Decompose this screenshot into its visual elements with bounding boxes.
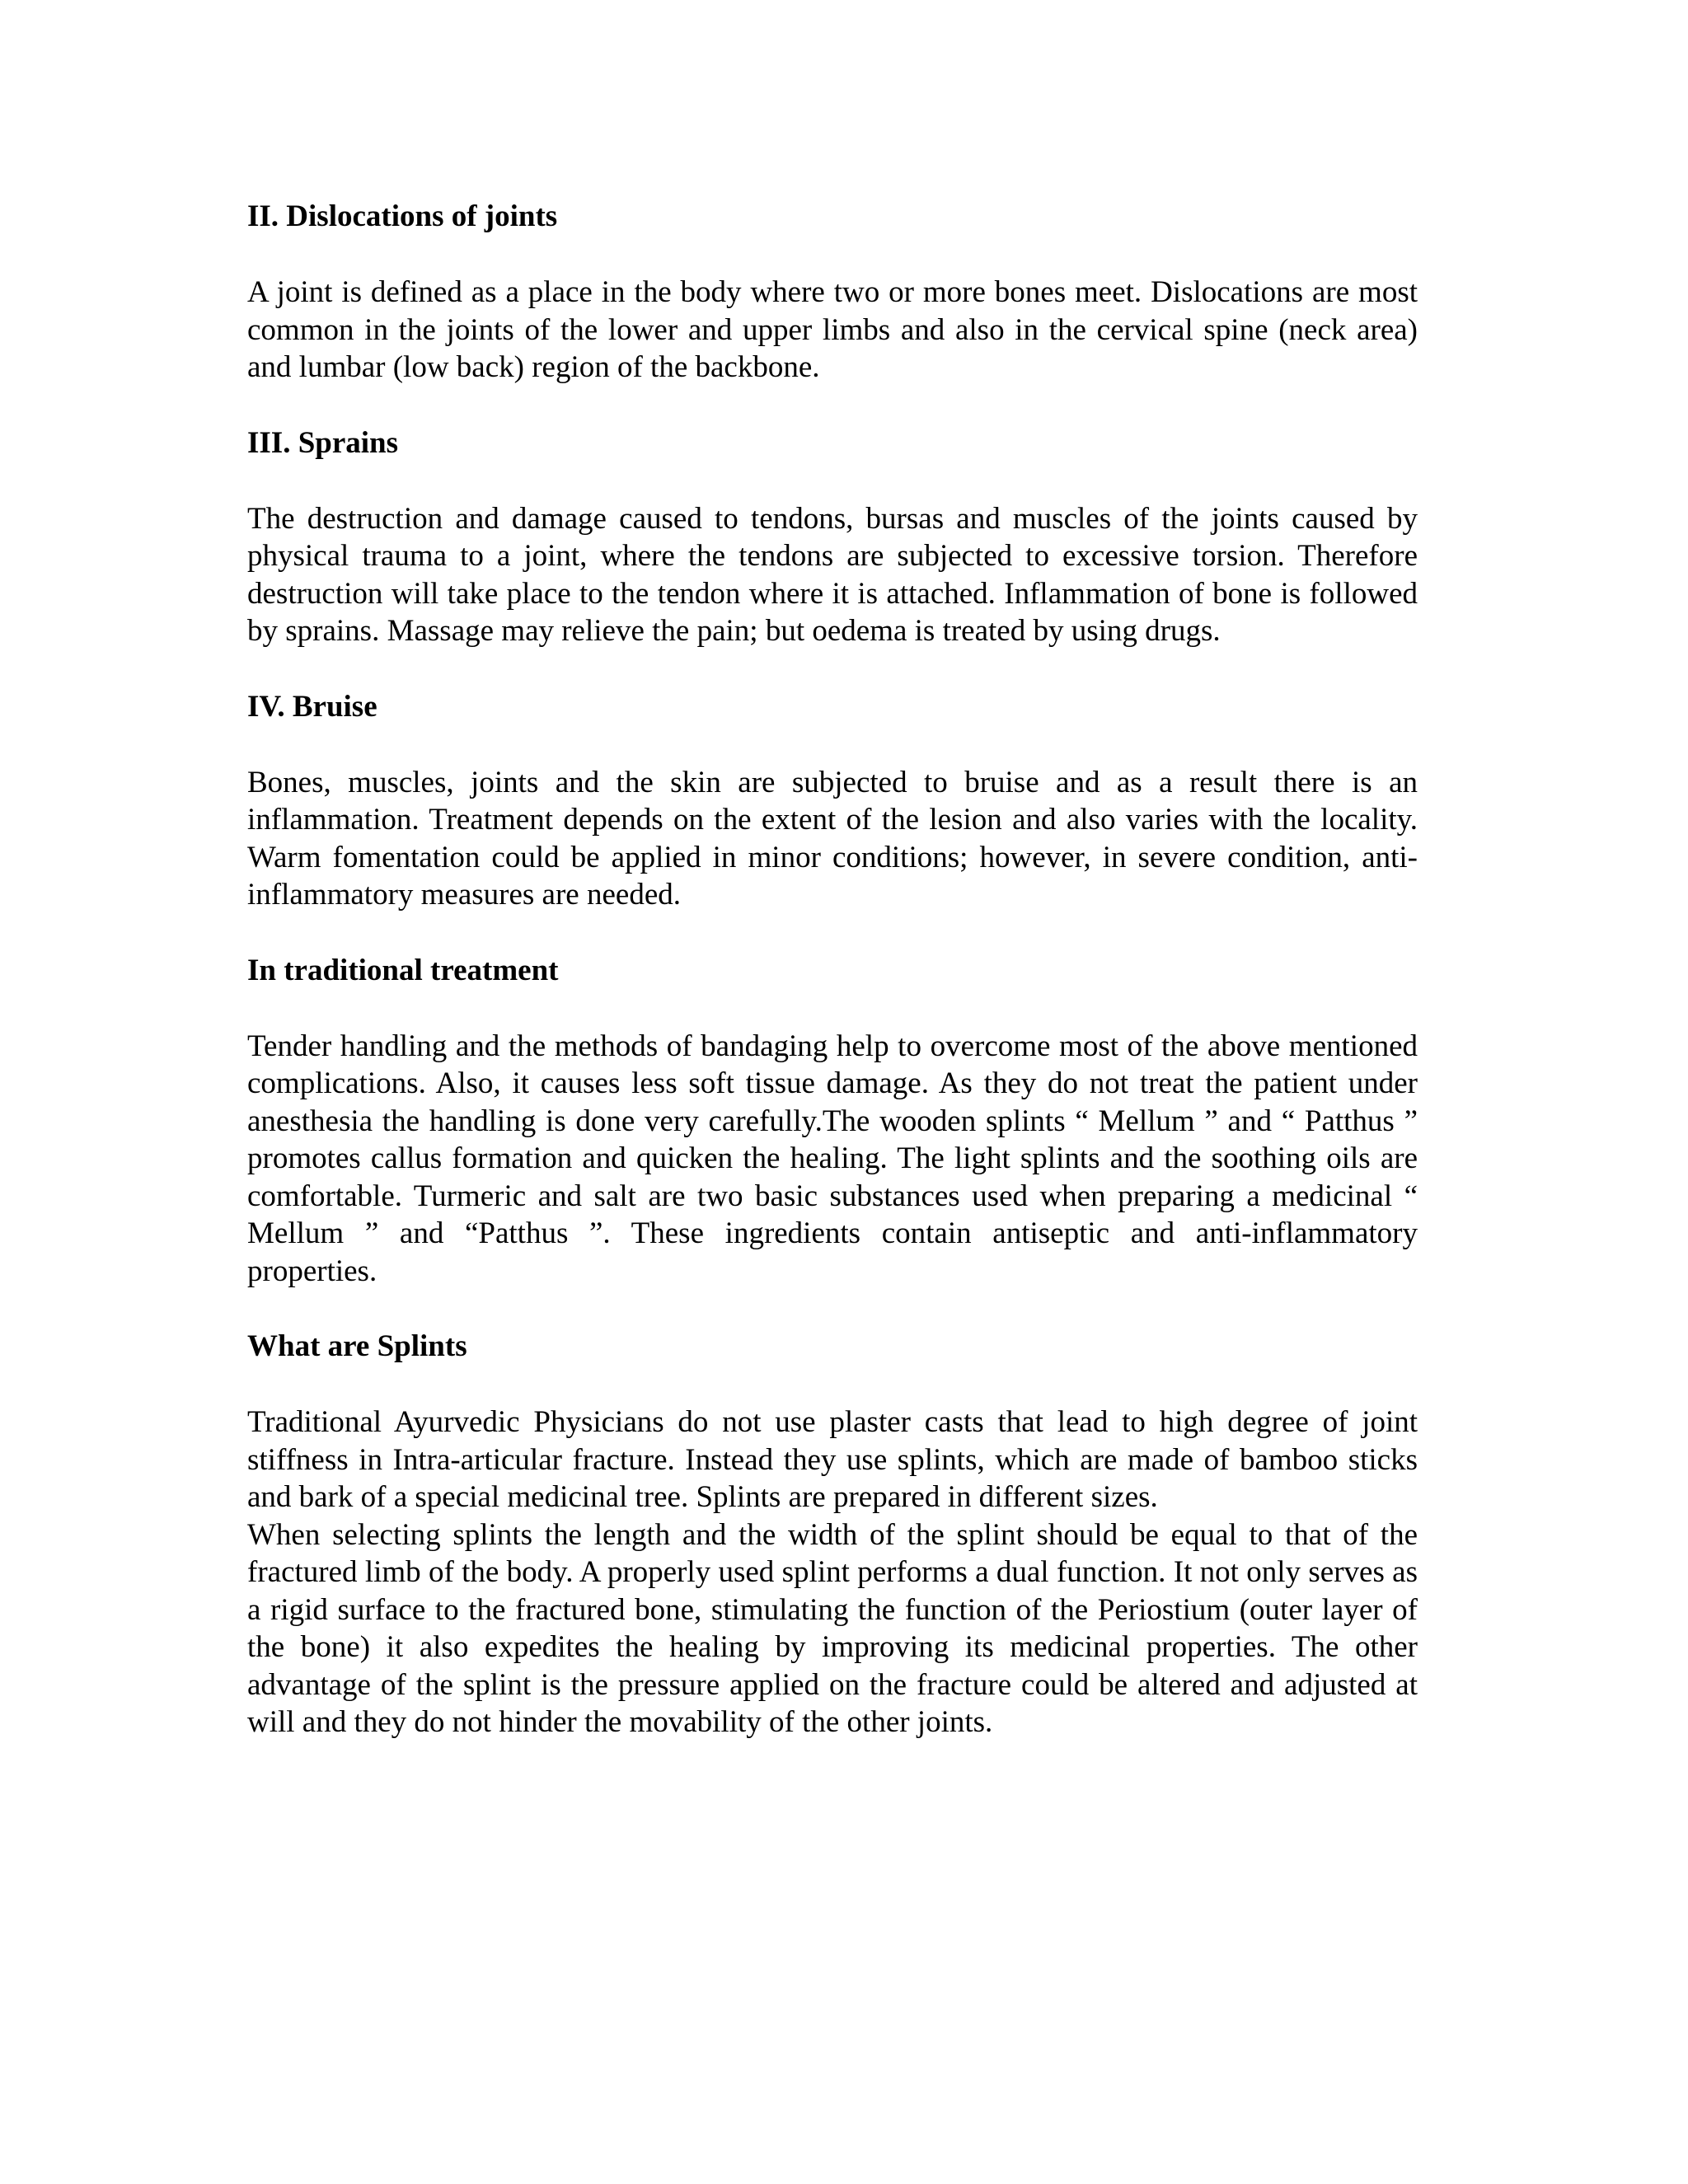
paragraph-traditional-treatment: Tender handling and the methods of bandaging help to overcome most of the above mentioned complications. Also, it causes less soft tissue damage. As they do not treat the patient under anesthesia the handling is done very carefully.The wooden splints “ Mellum ” and “ Patthus ” promotes callus formation and quicken the healing. The light splints and the soothing oils are comfortable. Turmeric and salt are two basic substances used when preparing a medicinal “ Mellum ” and “Patthus ”. These ingredients contain antiseptic and anti-inflammatory properties. (247, 1029, 1418, 1288)
heading-what-are-splints: What are Splints (247, 1329, 467, 1363)
heading-sprains: III. Sprains (247, 425, 399, 460)
paragraph-splints-intro: Traditional Ayurvedic Physicians do not use plaster casts that lead to high degree of joint stiffness in Intra-articular fracture. Instead they use splints, which are made of bamboo sticks and bark of a special medicinal tree. Splints are prepared in different sizes. (247, 1405, 1418, 1514)
paragraph-sprains: The destruction and damage caused to tendons, bursas and muscles of the joints caused by physical trauma to a joint, where the tendons are subjected to excessive torsion. Therefore destruction will take place to the tendon where it is attached. Inflammation of bone is followed by sprains. Massage may relieve the pain; but oedema is treated by using drugs. (247, 501, 1418, 648)
paragraph-dislocations: A joint is defined as a place in the body where two or more bones meet. Dislocations are most common in the joints of the lower and upper limbs and also in the cervical spine (neck area) and lumbar (low back) region of the backbone. (247, 275, 1418, 384)
paragraph-bruise: Bones, muscles, joints and the skin are subjected to bruise and as a result there is an inflammation. Treatment depends on the extent of the lesion and also varies with the locality. Warm fomentation could be applied in minor conditions; however, in severe condition, anti-inflammatory measures are needed. (247, 765, 1418, 912)
paragraph-splints-selection: When selecting splints the length and the width of the splint should be equal to that of the fractured limb of the body. A properly used splint performs a dual function. It not only serves as a rigid surface to the fractured bone, stimulating the function of the Periostium (outer layer of the bone) it also expedites the healing by improving its medicinal properties. The other advantage of the splint is the pressure applied on the fracture could be altered and adjusted at will and they do not hinder the movability of the other joints. (247, 1517, 1418, 1739)
heading-bruise: IV. Bruise (247, 689, 377, 724)
heading-dislocations: II. Dislocations of joints (247, 199, 558, 233)
heading-traditional-treatment: In traditional treatment (247, 953, 559, 987)
document-body (247, 198, 1418, 1779)
